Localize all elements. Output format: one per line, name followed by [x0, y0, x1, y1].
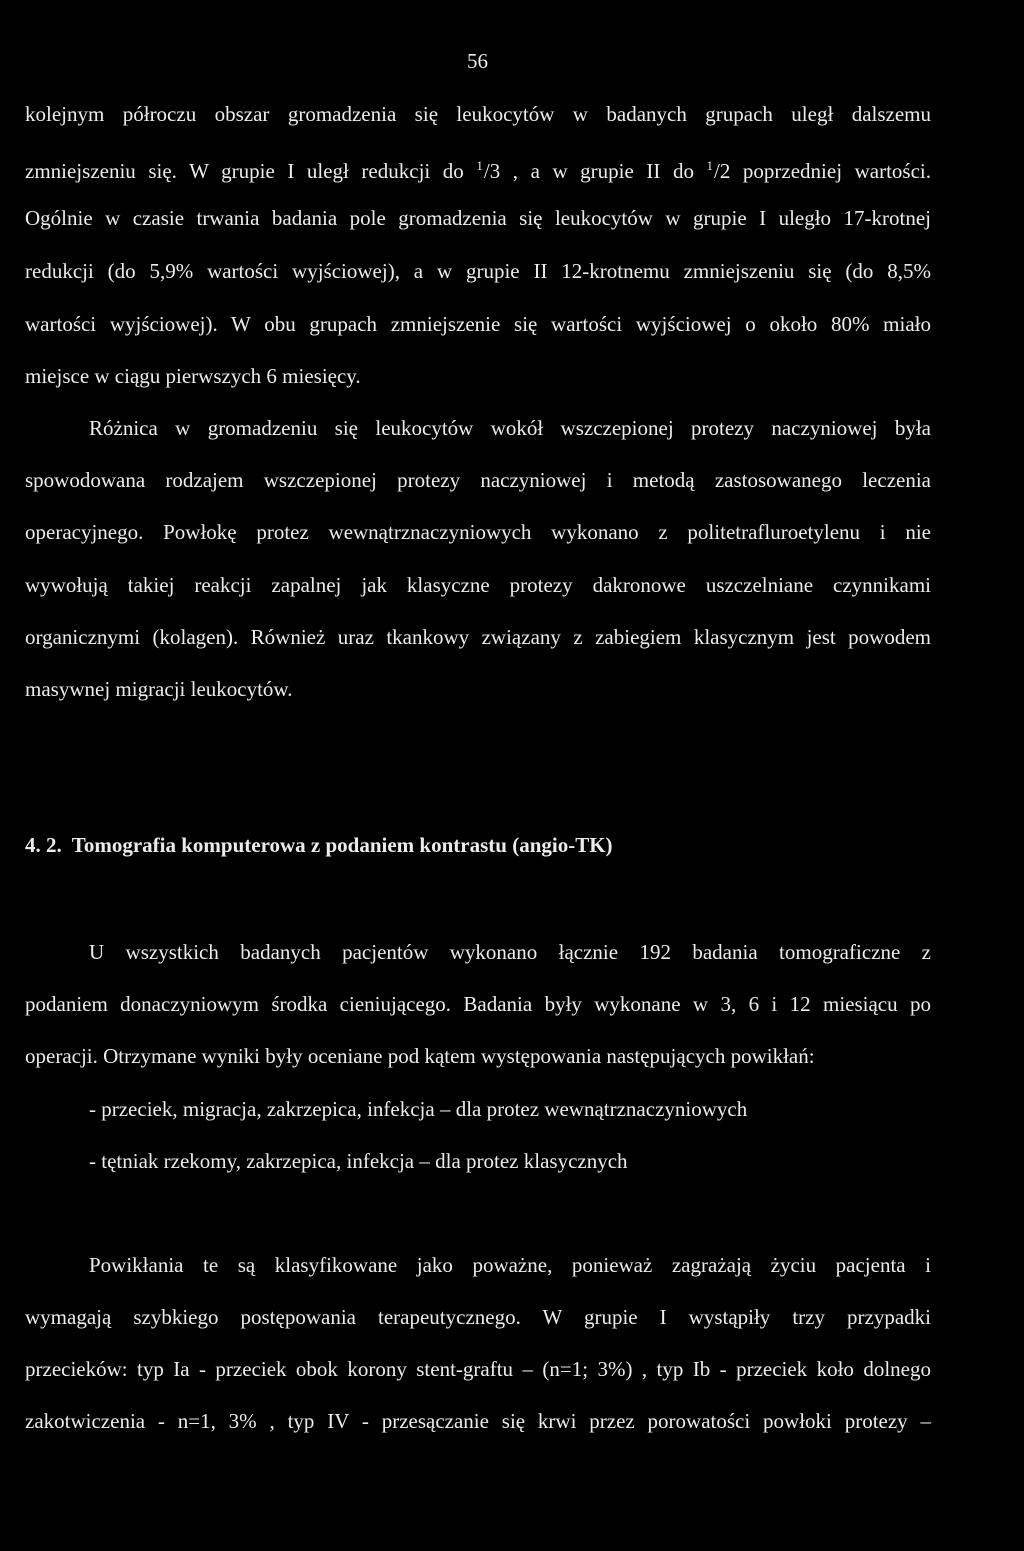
fraction-one-third	[476, 159, 500, 183]
text-segment: poprzedniej wartości.	[742, 159, 931, 183]
section-number: 4. 2.	[25, 833, 62, 857]
paragraph-line: podaniem donaczyniowym środka cieniującego. Badania były wykonane w 3, 6 i 12 miesiącu po	[25, 992, 931, 1016]
paragraph-line: masywnej migracji leukocytów.	[25, 677, 293, 701]
fraction-denominator: /3	[483, 159, 501, 183]
paragraph-line: U wszystkich badanych pacjentów wykonano łącznie 192 badania tomograficzne z	[89, 940, 931, 964]
paragraph-line: spowodowana rodzajem wszczepionej protezy naczyniowej i metodą zastosowanego leczenia	[25, 468, 931, 492]
section-title: Tomografia komputerowa z podaniem kontrastu (angio-TK)	[71, 833, 613, 857]
paragraph-line: miejsce w ciągu pierwszych 6 miesięcy.	[25, 364, 361, 388]
fraction-numerator: 1	[706, 158, 714, 173]
text-segment: , a w grupie II do	[512, 159, 694, 183]
paragraph-line: wywołują takiej reakcji zapalnej jak klasyczne protezy dakronowe uszczelniane czynnikami	[25, 573, 931, 597]
paragraph-line: wymagają szybkiego postępowania terapeutycznego. W grupie I wystąpiły trzy przypadki	[25, 1305, 931, 1329]
section-heading	[25, 832, 613, 858]
paragraph-line: Powikłania te są klasyfikowane jako poważne, ponieważ zagrażają życiu pacjenta i	[89, 1253, 931, 1277]
text-segment: zmniejszeniu się. W grupie I uległ redukcji do	[25, 159, 464, 183]
fraction-numerator: 1	[476, 158, 483, 173]
list-item: - tętniak rzekomy, zakrzepica, infekcja – dla protez klasycznych	[89, 1149, 628, 1173]
paragraph-line: operacji. Otrzymane wyniki były oceniane pod kątem występowania następujących powikłań:	[25, 1044, 815, 1068]
paragraph-line: wartości wyjściowej). W obu grupach zmniejszenie się wartości wyjściowej o około 80% miało	[25, 312, 931, 336]
page-number: 56	[467, 49, 488, 73]
paragraph-line: organicznymi (kolagen). Również uraz tkankowy związany z zabiegiem klasycznym jest powodem	[25, 625, 931, 649]
paragraph-line: redukcji (do 5,9% wartości wyjściowej), a w grupie II 12-krotnemu zmniejszeniu się (do 8,5%	[25, 259, 931, 283]
paragraph-line: przecieków: typ Ia - przeciek obok korony stent-graftu – (n=1; 3%) , typ Ib - przeciek koło dolnego	[25, 1357, 931, 1381]
fraction-one-half	[707, 159, 731, 183]
paragraph-line: Różnica w gromadzeniu się leukocytów wokół wszczepionej protezy naczyniowej była	[89, 416, 931, 440]
fraction-denominator: /2	[714, 159, 731, 183]
paragraph-line: Ogólnie w czasie trwania badania pole gromadzenia się leukocytów w grupie I uległo 17-krotnej	[25, 206, 931, 230]
paragraph-line	[25, 153, 931, 184]
paragraph-line: zakotwiczenia - n=1, 3% , typ IV - przesączanie się krwi przez porowatości powłoki protezy –	[25, 1409, 931, 1433]
list-item: - przeciek, migracja, zakrzepica, infekcja – dla protez wewnątrznaczyniowych	[89, 1097, 748, 1121]
paragraph-line: operacyjnego. Powłokę protez wewnątrznaczyniowych wykonano z politetrafluroetylenu i nie	[25, 520, 931, 544]
paragraph-line: kolejnym półroczu obszar gromadzenia się leukocytów w badanych grupach uległ dalszemu	[25, 102, 931, 126]
